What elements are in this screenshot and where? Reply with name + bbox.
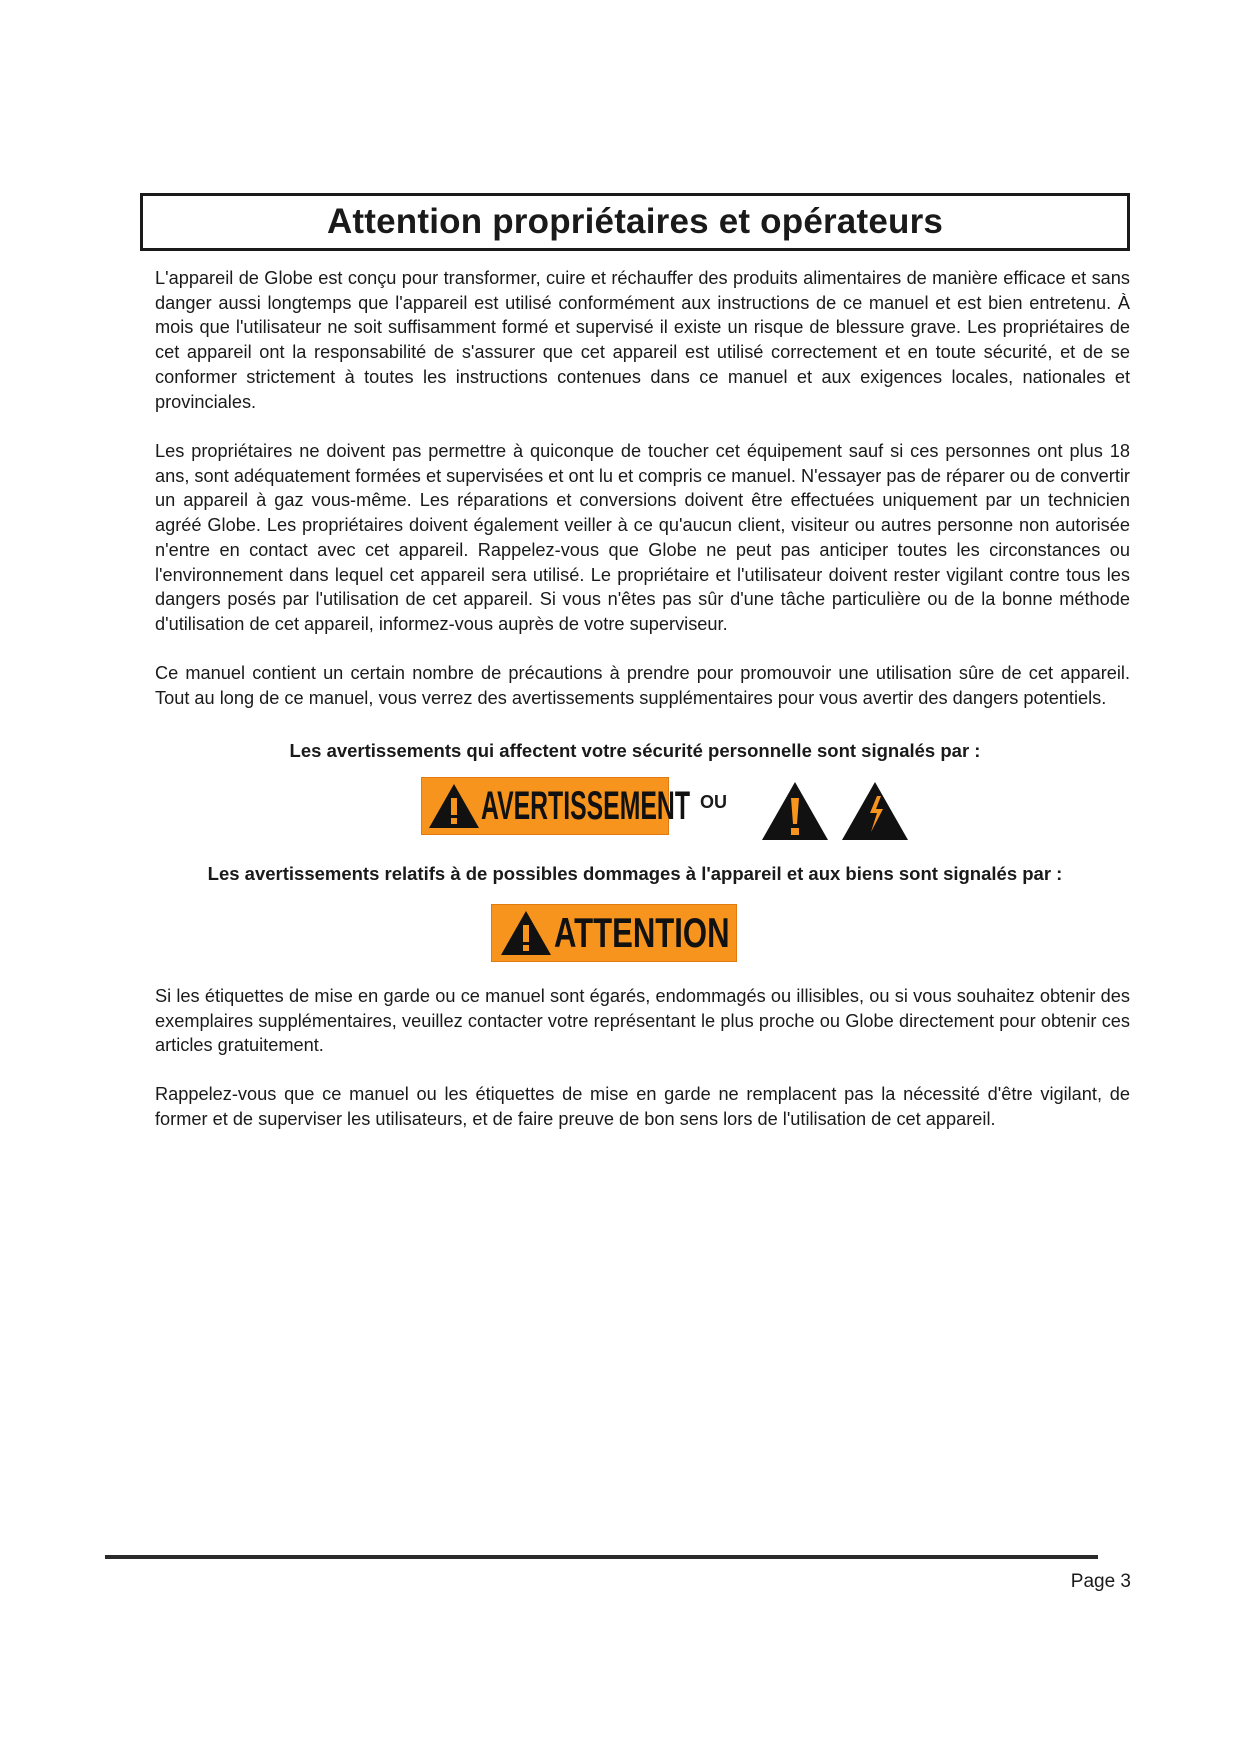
attention-label — [491, 904, 737, 962]
avertissement-label — [421, 777, 690, 835]
attention-text: ATTENTION — [554, 909, 730, 956]
paragraph-reminder: Rappelez-vous que ce manuel ou les étiquettes de mise en garde ne remplacent pas la nécessité d'être vigilant, de former et de superviser les utilisateurs, et de faire preuve de bon sens lors de l'utilisation de cet appareil. — [155, 1084, 1130, 1129]
paragraph-owners: Les propriétaires ne doivent pas permettre à quiconque de toucher cet équipement sauf si ces personnes ont plus 18 ans, sont adéquatement formées et supervisées et ont lu et compris ce manuel. N'essayer pas de réparer ou de convertir un appareil à gaz vous-même. Les réparations et conversions doivent être effectuées uniquement par un technicien agréé Globe. Les propriétaires doivent également veiller à ce qu'aucun client, visiteur ou autres personne non autorisée n'entre en contact avec cet appareil. Rappelez-vous que Globe ne peut pas anticiper toutes les circonstances ou l'environnement dans lequel cet appareil sera utilisé. Le propriétaire et l'utilisateur doivent rester vigilant contre tous les dangers posés par l'utilisation de cet appareil. Si vous n'êtes pas sûr d'une tâche particulière ou de la bonne méthode d'utilisation de cet appareil, informez-vous auprès de votre superviseur. — [155, 441, 1130, 634]
paragraph-labels-replacement: Si les étiquettes de mise en garde ou ce manuel sont égarés, endommagés ou illisibles, ou si vous souhaitez obtenir des exemplaires supplémentaires, veuillez contacter votre représentant le plus proche ou Globe directement pour obtenir ces articles gratuitement. — [155, 986, 1130, 1056]
warning-triangle-icon — [426, 781, 482, 831]
page-number: Page 3 — [1070, 1571, 1131, 1592]
electric-hazard-icon — [840, 780, 910, 842]
property-damage-heading: Les avertissements relatifs à de possibles dommages à l'appareil et aux biens sont signalés par : — [207, 863, 1063, 884]
exclamation-warning-icon — [760, 780, 830, 842]
paragraph-precautions: Ce manuel contient un certain nombre de précautions à prendre pour promouvoir une utilisation sûre de cet appareil. Tout au long de ce manuel, vous verrez des avertissements supplémentaires pour vous avertir des dangers potentiels. — [155, 663, 1130, 708]
warning-triangle-icon — [498, 908, 554, 958]
footer-rule — [105, 1555, 1098, 1559]
or-text: OU — [700, 792, 727, 812]
avertissement-text: AVERTISSEMENT — [481, 783, 690, 828]
page-title: Attention propriétaires et opérateurs — [326, 202, 944, 241]
title-box — [140, 193, 1130, 251]
paragraph-intro: L'appareil de Globe est conçu pour transformer, cuire et réchauffer des produits alimentaires de manière efficace et sans danger aussi longtemps que l'appareil est utilisé conformément aux instructions de ce manuel et est bien entretenu. À mois que l'utilisateur ne soit suffisamment formé et supervisé il existe un risque de blessure grave. Les propriétaires de cet appareil ont la responsabilité de s'assurer que cet appareil est utilisé correctement et en toute sécurité, et de se conformer strictement à toutes les instructions contenues dans ce manuel et aux exigences locales, nationales et provinciales. — [155, 268, 1130, 412]
personal-safety-heading: Les avertissements qui affectent votre sécurité personnelle sont signalés par : — [289, 740, 981, 761]
